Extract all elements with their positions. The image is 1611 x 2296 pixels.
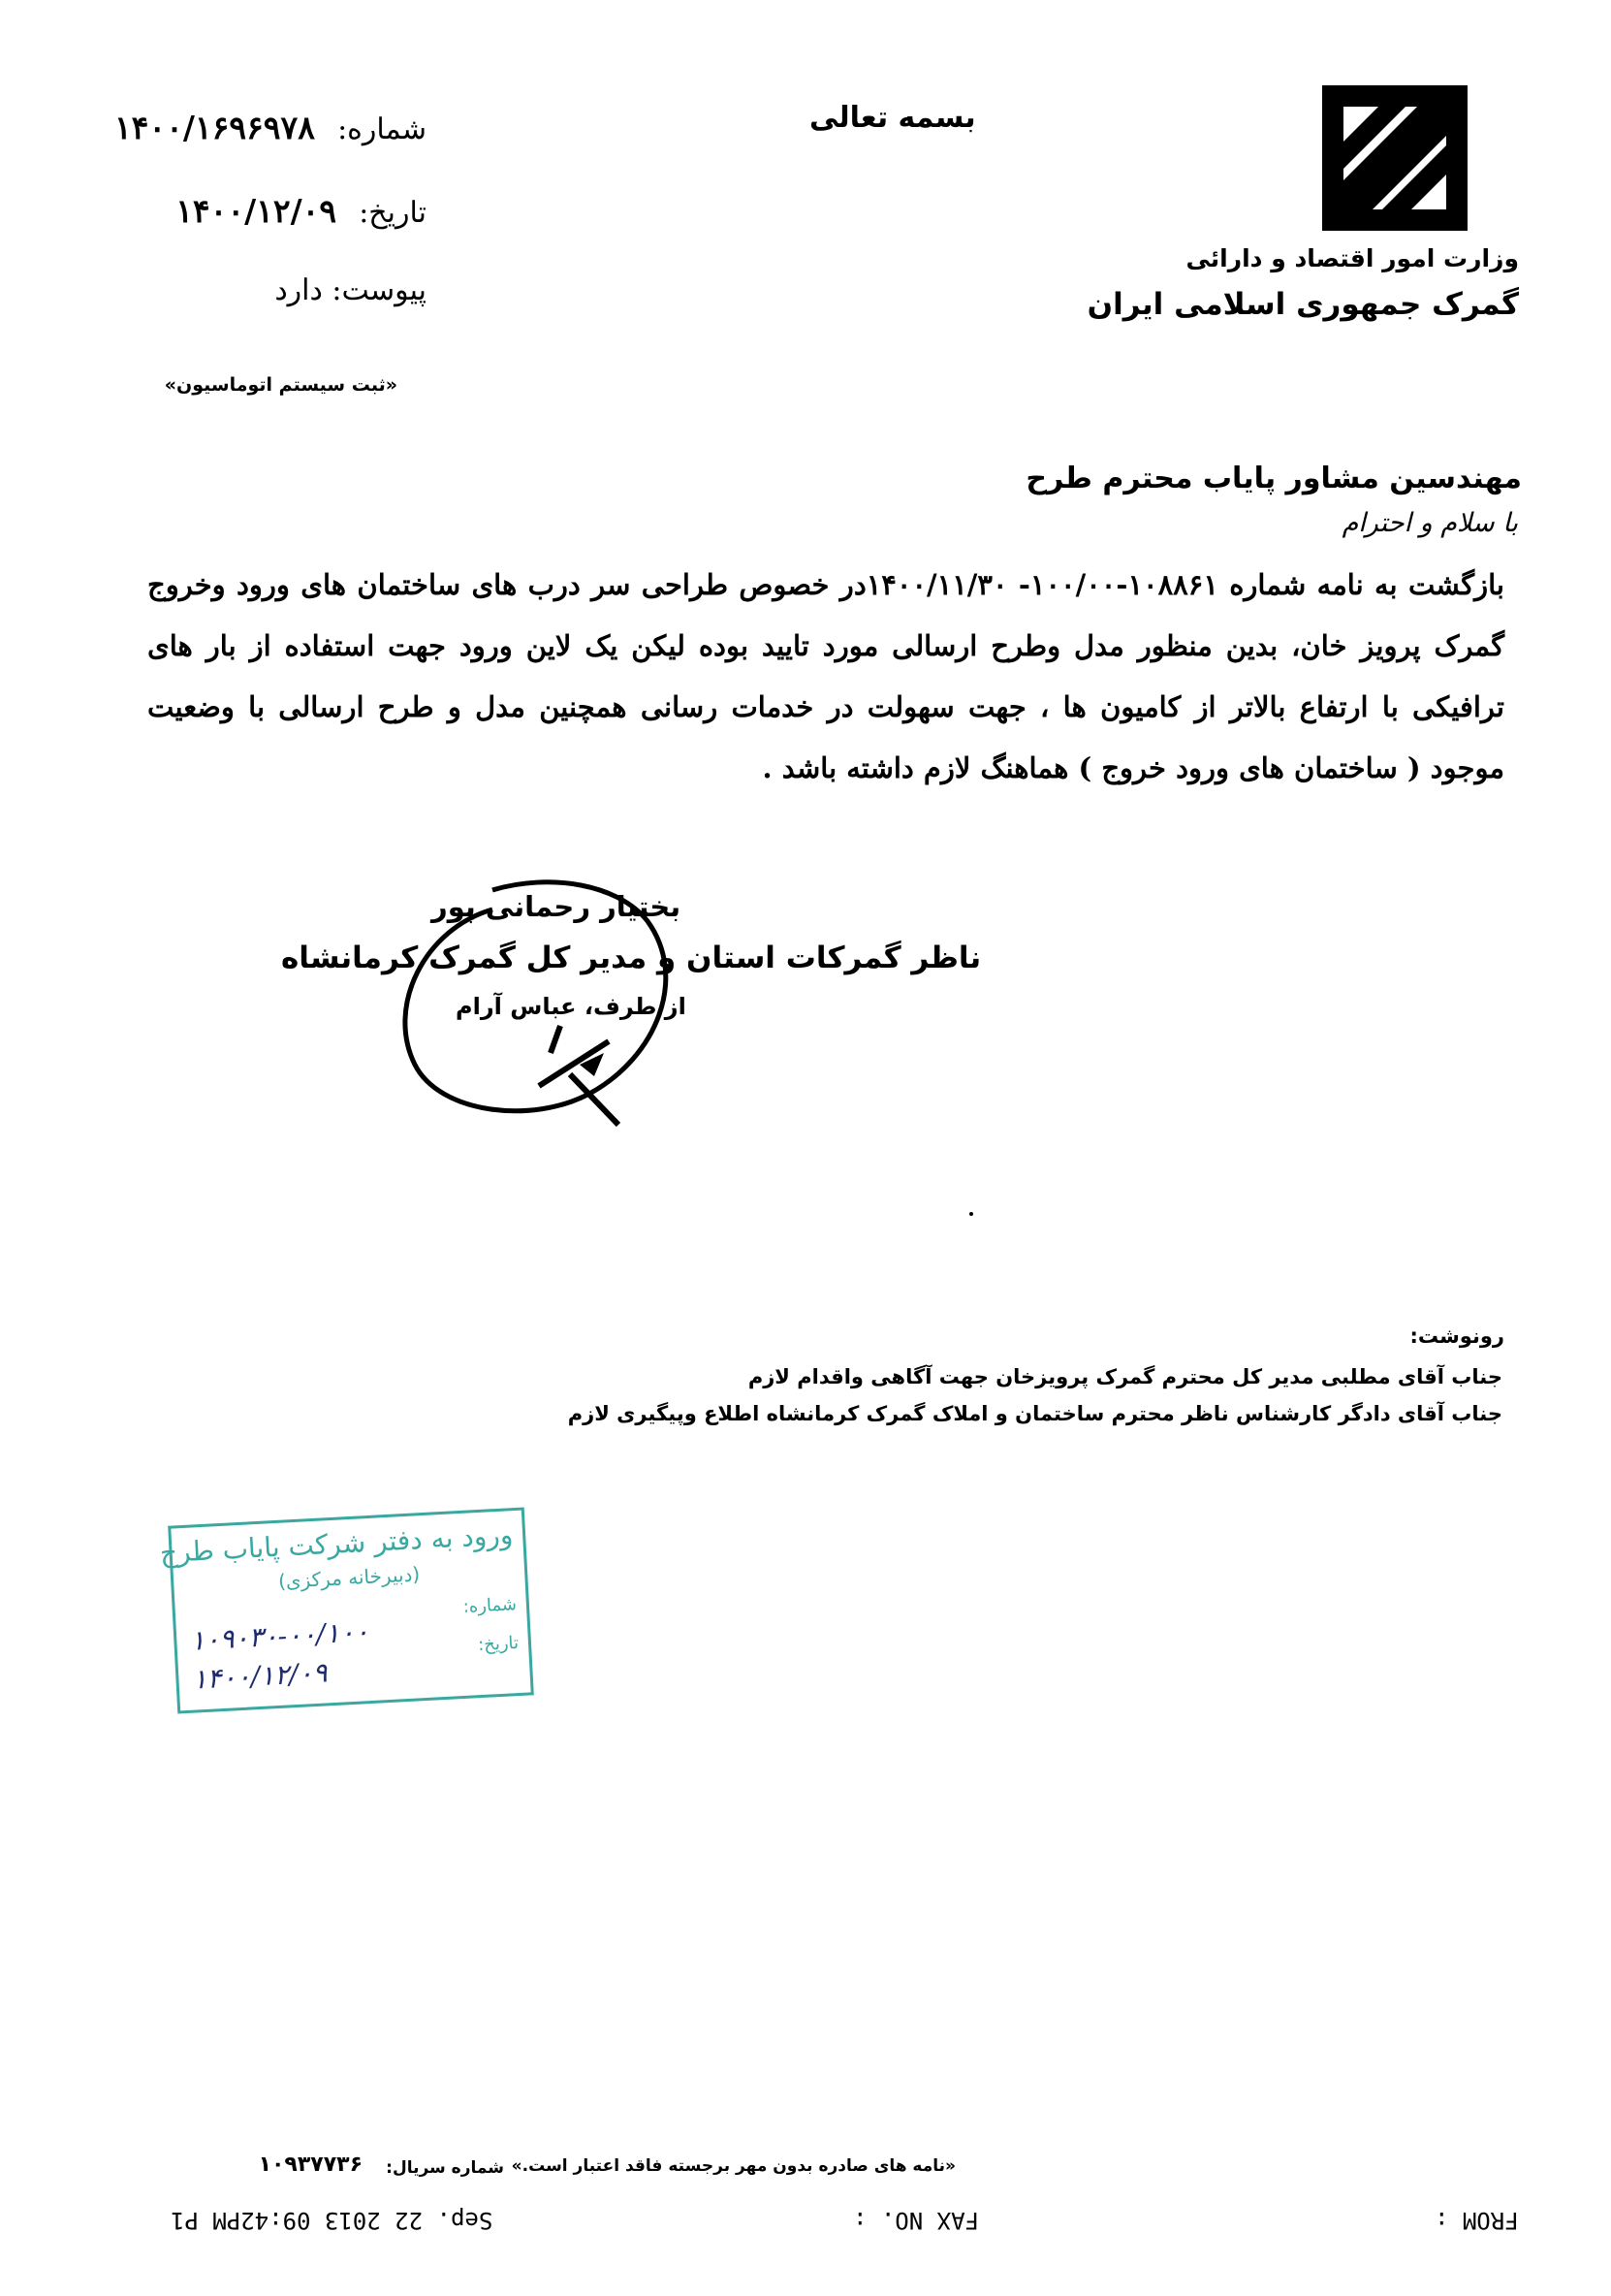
serial-label: شماره سریال: [386, 2158, 504, 2178]
letter-number-label: شماره: [337, 112, 426, 146]
fax-timestamp: Sep. 22 2013 09:42PM P1 [171, 2207, 493, 2234]
letter-date-value: ۱۴۰۰/۱۲/۰۹ [175, 192, 337, 230]
letter-number [114, 109, 426, 146]
fax-number: FAX NO. : [853, 2207, 980, 2234]
signatory-name: بختیار رحمانی پور [431, 890, 681, 923]
letter-body: بازگشت به نامه شماره ۱۰۸۸۶۱-۱۰۰/۰۰- ۱۴۰۰/۱۱/۳۰در خصوص طراحی سر درب های ساختمان های ورود وخروج گمرک پرویز خان، بدین منظور مدل وطرح ارسالی مورد تایید بوده لیکن یک لاین ورود جهت استفاده از بار های ترافیکی با ارتفاع بالاتر از کامیون ها ، جهت سهولت در خدمات رسانی همچنین مدل و طرح ارسالی با وضعیت موجود ( ساختمان های ورود خروج ) هماهنگ لازم داشته باشد . [147, 568, 1505, 784]
attachment-text: پیوست: دارد [274, 273, 426, 307]
greeting: با سلام و احترام [1342, 508, 1518, 538]
customs-logo-icon [1322, 85, 1468, 231]
cc-heading: رونوشت: [1409, 1324, 1504, 1348]
letter-date [175, 192, 426, 230]
signatory-on-behalf: از طرف، عباس آرام [456, 993, 686, 1020]
receipt-stamp [159, 1508, 534, 1714]
letter-number-value: ۱۴۰۰/۱۶۹۶۹۷۸ [113, 109, 315, 146]
letter-attachment [274, 273, 426, 307]
stamp-date-label: تاریخ: [477, 1633, 520, 1656]
speck [969, 1212, 973, 1216]
stamp-number-label: شماره: [462, 1594, 518, 1617]
stamp-subtitle: (دبیرخانه مرکزی) [277, 1562, 421, 1593]
organization-name: گمرک جمهوری اسلامی ایران [1087, 287, 1519, 322]
stamp-date-value: ۱۴۰۰/۱۲/۰۹ [191, 1656, 329, 1696]
letter-date-label: تاریخ: [359, 196, 426, 230]
signatory-title: ناظر گمرکات استان و مدیر کل گمرک کرمانشاه [281, 941, 982, 975]
cc-line: جناب آقای دادگر کارشناس ناظر محترم ساختمان و املاک گمرک کرمانشاه اطلاع وپیگیری لازم [567, 1402, 1502, 1425]
serial-number: ۱۰۹۳۷۷۳۶ [258, 2152, 363, 2177]
stamp-number-value: ۱۰۹۰۳۰-۰۰/۱۰۰ [189, 1615, 370, 1657]
system-note: «ثبت سیستم اتوماسیون» [164, 374, 397, 396]
recipient: مهندسین مشاور پایاب محترم طرح [1026, 462, 1522, 495]
cc-line: جناب آقای مطلبی مدیر کل محترم گمرک پرویزخان جهت آگاهی واقدام لازم [747, 1365, 1502, 1388]
ministry-name: وزارت امور اقتصاد و دارائی [1185, 244, 1519, 272]
footer-note: «نامه های صادره بدون مهر برجسته فاقد اعتبار است.» [511, 2156, 956, 2176]
bismillah-heading: بسمه تعالی [809, 101, 976, 135]
fax-from: FROM : [1435, 2207, 1519, 2234]
stamp-title: ورود به دفتر شرکت پایاب طرح [159, 1518, 514, 1570]
